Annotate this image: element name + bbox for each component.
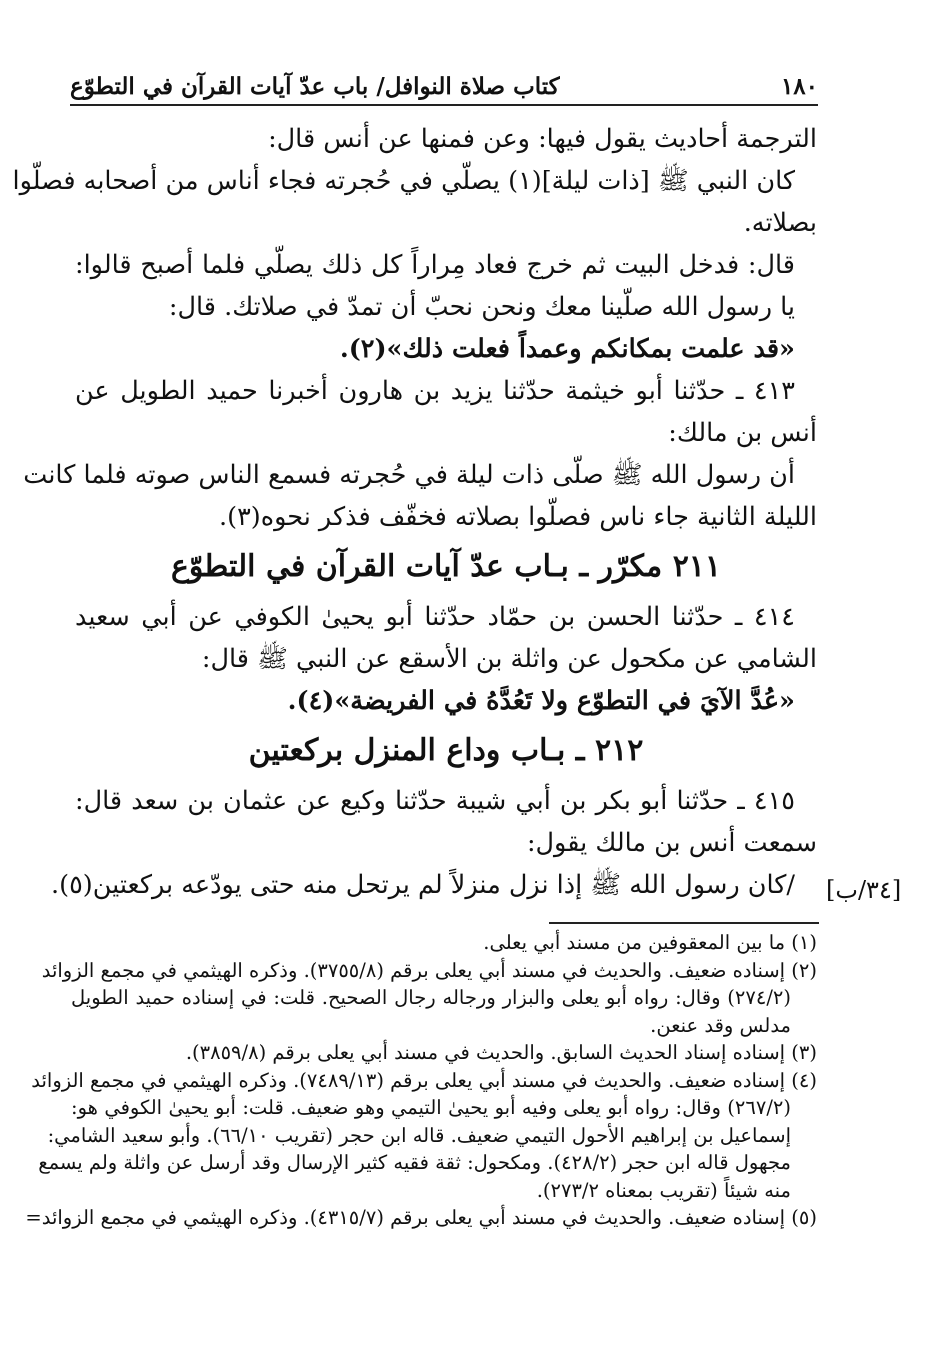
page-number: ١٨٠ (780, 73, 818, 100)
page-header (70, 60, 818, 106)
footnote-line: (٢) إسناده ضعيف. والحديث في مسند أبي يعلى برقم (٣٧٥٥/٨). وذكره الهيثمي في مجمع الزوائد (41, 958, 817, 982)
footnote-line: (٢٦٧/٢) وقال: رواه أبو يعلى وفيه أبو يحيىٰ التيمي وهو ضعيف. قلت: أبو يحيىٰ الكوفي هو: (71, 1096, 791, 1119)
text-line: الترجمة أحاديث يقول فيها: وعن فمنها عن أنس قال: (268, 124, 817, 154)
footnote-line: (٢٧٤/٢) وقال: رواه أبو يعلى والبزار ورجاله رجال الصحيح. قلت: في إسناده حميد الطويل (71, 986, 791, 1009)
text-line: بصلاته. (743, 208, 817, 238)
text-line: «عُدَّ الآيَ في التطوّع ولا تَعُدَّهُ في الفريضة»(٤). (287, 686, 795, 716)
text-line: الشامي عن مكحول عن واثلة بن الأسقع عن النبي ﷺ قال: (201, 644, 817, 674)
hadith-414 (75, 596, 817, 722)
text-line: كان النبي ﷺ [ذات ليلة](١) يصلّي في حُجرته فجاء أناس من أصحابه فصلّوا (12, 166, 795, 196)
text-line: /كان رسول الله ﷺ إذا نزل منزلاً لم يرتحل منه حتى يودّعه بركعتين(٥). (51, 870, 795, 900)
text-line: ٤١٥ ـ حدّثنا أبو بكر بن أبي شيبة حدّثنا وكيع عن عثمان بن سعد قال: (75, 786, 795, 816)
footnote-line: (٤) إسناده ضعيف. والحديث في مسند أبي يعلى برقم (٧٤٨٩/١٣). وذكره الهيثمي في مجمع الزوائد (31, 1068, 817, 1092)
hadith-413 (23, 370, 817, 538)
running-title: كتاب صلاة النوافل/ باب عدّ آيات القرآن في التطوّع (70, 73, 560, 100)
footnotes (25, 929, 817, 1232)
text-line: ٤١٤ ـ حدّثنا الحسن بن حمّاد حدّثنا أبو يحيىٰ الكوفي عن أبي سعيد (75, 602, 795, 632)
text-line: أنس بن مالك: (668, 418, 817, 448)
footnote-divider (549, 922, 819, 924)
main-text (12, 118, 817, 906)
text-line: يا رسول الله صلّينا معك ونحن نحبّ أن تمدّ في صلاتك. قال: (168, 292, 795, 322)
text-line: الليلة الثانية جاء ناس فصلّوا بصلاته فخفّف فذكر نحوه(٣). (219, 502, 817, 532)
text-line: سمعت أنس بن مالك يقول: (526, 828, 817, 858)
footnote-line: (٣) إسناده إسناد الحديث السابق. والحديث في مسند أبي يعلى برقم (٣٨٥٩/٨). (185, 1041, 817, 1064)
text-line: «قد علمت بمكانكم وعمداً فعلت ذلك»(٢). (339, 334, 795, 364)
footnote-line: (١) ما بين المعقوفين من مسند أبي يعلى. (483, 931, 817, 954)
text-line: قال: فدخل البيت ثم خرج فعاد مِراراً كل ذلك يصلّي فلما أصبح قالوا: (75, 250, 795, 280)
footnote-line: مدلس وقد عنعن. (650, 1013, 791, 1037)
chapter-heading-212: ٢١٢ ـ بـاب وداع المنزل بركعتين (248, 733, 644, 768)
footnote-line: (٥) إسناده ضعيف. والحديث في مسند أبي يعلى برقم (٤٣١٥/٧). وذكره الهيثمي في مجمع الزوائد= (25, 1206, 817, 1229)
footnote-line: منه شيئاً (تقريب بمعناه ٢٧٣/٢). (536, 1178, 791, 1202)
footnote-line: مجهول قاله ابن حجر (٤٢٨/٢). ومكحول: ثقة فقيه كثير الإرسال وقد أرسل عن واثلة ولم يسمع (38, 1151, 791, 1174)
manuscript-folio-note: [٣٤/ب] (826, 876, 902, 904)
footnote-line: إسماعيل بن إبراهيم الأحول التيمي ضعيف. قاله ابن حجر (تقريب ٦٦/١٠). وأبو سعيد الشامي: (47, 1123, 791, 1147)
intro-paragraph (12, 118, 817, 370)
chapter-heading-211: ٢١١ مكرّر ـ بـاب عدّ آيات القرآن في التطوّع (170, 549, 722, 584)
text-line: أن رسول الله ﷺ صلّى ذات ليلة في حُجرته فسمع الناس صوته فلما كانت (23, 460, 795, 490)
text-line: ٤١٣ ـ حدّثنا أبو خيثمة حدّثنا يزيد بن هارون أخبرنا حميد الطويل عن (75, 376, 795, 406)
hadith-415 (51, 780, 817, 906)
